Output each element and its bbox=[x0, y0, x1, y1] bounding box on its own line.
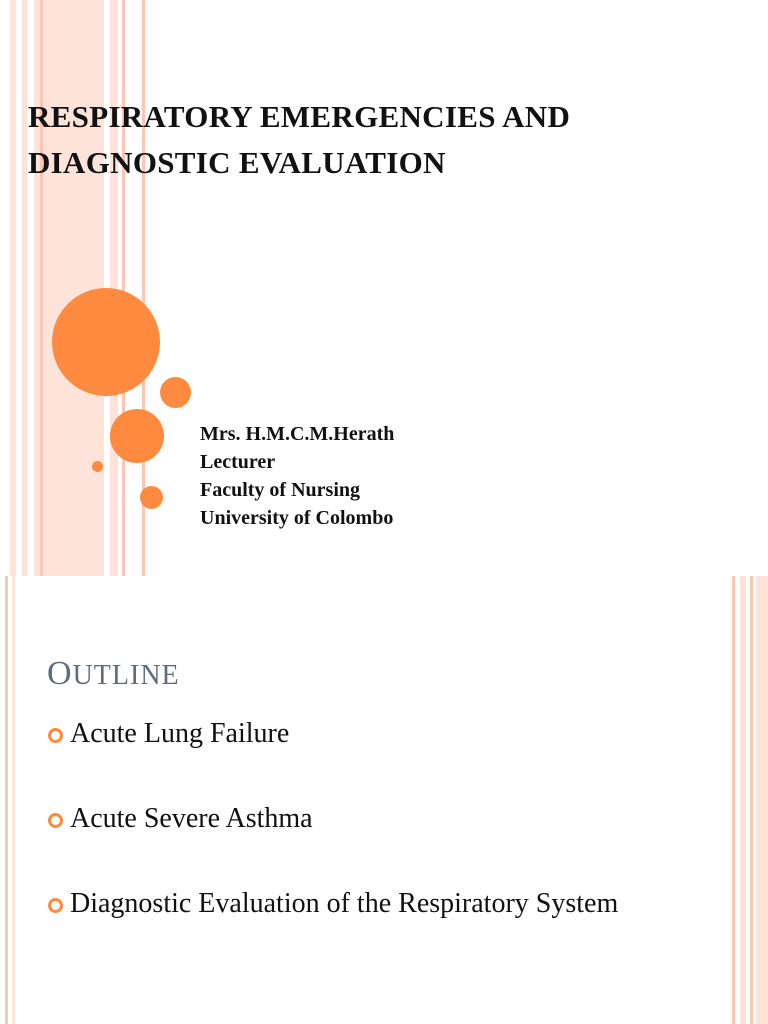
decor-stripe bbox=[740, 576, 746, 1024]
decor-circle-small bbox=[140, 486, 163, 509]
decor-stripe bbox=[12, 576, 15, 1024]
outline-list bbox=[46, 716, 666, 921]
decor-stripe bbox=[22, 0, 27, 576]
decor-stripe bbox=[122, 0, 125, 576]
decor-circle-small bbox=[160, 377, 191, 408]
list-item-text: Diagnostic Evaluation of the Respiratory System bbox=[70, 888, 619, 919]
bullet-circle-icon bbox=[48, 813, 63, 828]
decor-stripe bbox=[34, 0, 104, 576]
outline-heading bbox=[47, 655, 180, 695]
slide-title bbox=[28, 94, 688, 186]
decor-stripe bbox=[732, 576, 735, 1024]
author-block bbox=[200, 420, 394, 532]
decor-stripe bbox=[10, 0, 16, 576]
list-item-text: Acute Lung Failure bbox=[70, 718, 290, 749]
decor-stripe bbox=[750, 576, 753, 1024]
list-item-text: Acute Severe Asthma bbox=[70, 803, 313, 834]
author-university: University of Colombo bbox=[200, 507, 394, 529]
decor-circle-large bbox=[52, 288, 160, 396]
bullet-circle-icon bbox=[48, 898, 63, 913]
bullet-circle-icon bbox=[48, 728, 63, 743]
list-item bbox=[46, 801, 666, 836]
decor-circle-medium bbox=[110, 409, 164, 463]
title-line: RESPIRATORY EMERGENCIES AND bbox=[28, 99, 571, 134]
title-line: DIAGNOSTIC EVALUATION bbox=[28, 145, 446, 180]
author-faculty: Faculty of Nursing bbox=[200, 479, 360, 501]
decor-stripe bbox=[40, 0, 43, 576]
outline-heading-rest: UTLINE bbox=[72, 660, 180, 691]
list-item bbox=[46, 716, 666, 751]
author-role: Lecturer bbox=[200, 451, 276, 473]
decor-circle-tiny bbox=[92, 461, 103, 472]
list-item bbox=[46, 886, 666, 921]
decor-stripe bbox=[756, 576, 768, 1024]
author-name: Mrs. H.M.C.M.Herath bbox=[200, 423, 395, 445]
outline-heading-initial: O bbox=[47, 655, 73, 692]
decor-stripe bbox=[5, 576, 8, 1024]
